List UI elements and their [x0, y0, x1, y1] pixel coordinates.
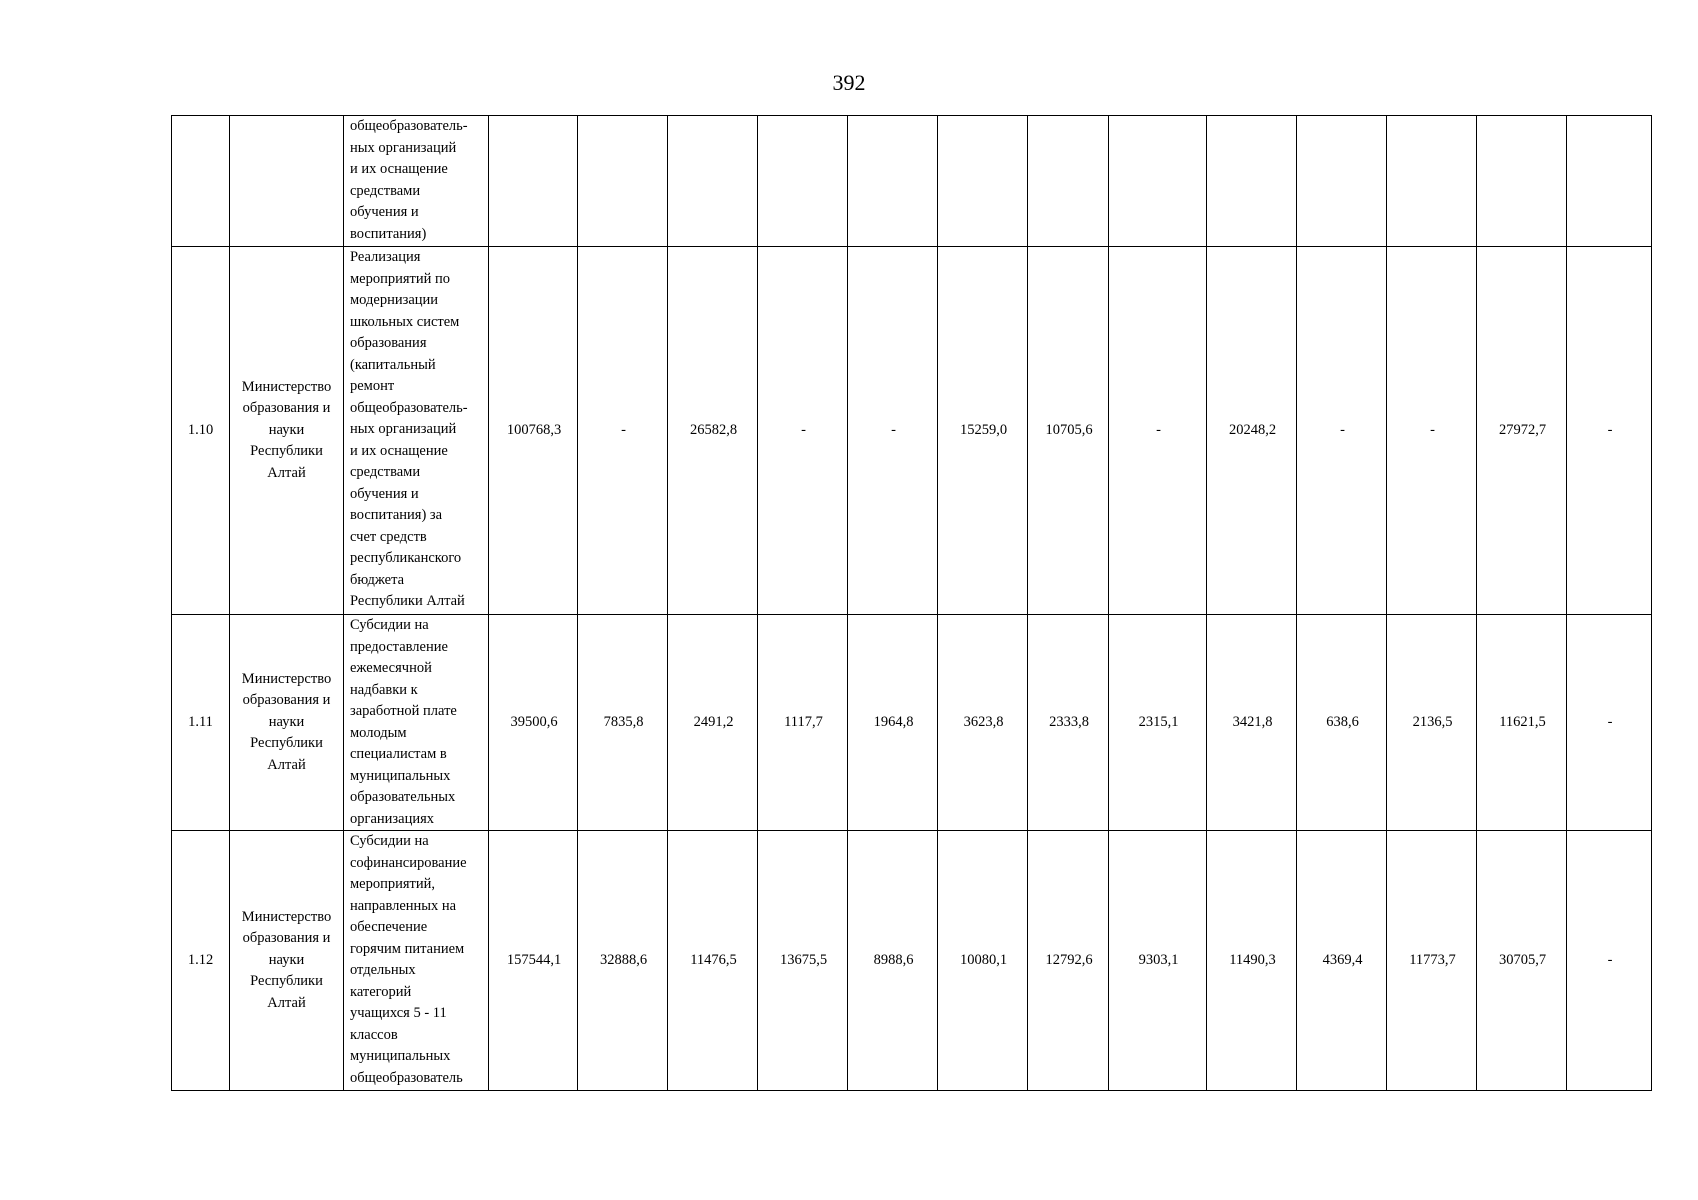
value-cell: 32888,6 — [578, 831, 668, 1091]
value-cell: - — [1567, 247, 1652, 615]
value-cell: 30705,7 — [1477, 831, 1567, 1091]
responsible-org — [230, 116, 344, 247]
value-cell: 12792,6 — [1028, 831, 1109, 1091]
value-cell: 11773,7 — [1387, 831, 1477, 1091]
value-cell: 638,6 — [1297, 615, 1387, 831]
value-cell — [1297, 116, 1387, 247]
value-cell — [578, 116, 668, 247]
value-cell: 3623,8 — [938, 615, 1028, 831]
value-cell — [1207, 116, 1297, 247]
measure-description: Субсидии на предоставление ежемесячной надбавки к заработной плате молодым специалистам в муниципальных образовательных организациях — [344, 615, 489, 831]
value-cell: 1964,8 — [848, 615, 938, 831]
value-cell: 9303,1 — [1109, 831, 1207, 1091]
measure-description: Реализация мероприятий по модернизации школьных систем образования (капитальный ремонт общеобразователь- ных организаций и их оснащение средствами обучения и воспитания) за счет средств республиканского бюджета Республики Алтай — [344, 247, 489, 615]
value-cell — [848, 116, 938, 247]
value-cell: 39500,6 — [489, 615, 578, 831]
value-cell: 20248,2 — [1207, 247, 1297, 615]
value-cell: 27972,7 — [1477, 247, 1567, 615]
table-row — [172, 116, 1652, 247]
value-cell: - — [758, 247, 848, 615]
value-cell: 2333,8 — [1028, 615, 1109, 831]
value-cell: 11621,5 — [1477, 615, 1567, 831]
value-cell: 100768,3 — [489, 247, 578, 615]
value-cell — [489, 116, 578, 247]
table-row — [172, 831, 1652, 1091]
value-cell — [668, 116, 758, 247]
value-cell: 15259,0 — [938, 247, 1028, 615]
value-cell — [1387, 116, 1477, 247]
measure-description: Субсидии на софинансирование мероприятий, направленных на обеспечение горячим питанием отдельных категорий учащихся 5 - 11 классов муниципальных общеобразователь — [344, 831, 489, 1091]
value-cell: 1117,7 — [758, 615, 848, 831]
value-cell — [1567, 116, 1652, 247]
value-cell: 11476,5 — [668, 831, 758, 1091]
value-cell: 7835,8 — [578, 615, 668, 831]
value-cell: 2315,1 — [1109, 615, 1207, 831]
measure-description: общеобразователь- ных организаций и их оснащение средствами обучения и воспитания) — [344, 116, 489, 247]
value-cell: - — [1109, 247, 1207, 615]
responsible-org: Министерство образования и науки Республики Алтай — [230, 615, 344, 831]
value-cell: 2136,5 — [1387, 615, 1477, 831]
value-cell — [758, 116, 848, 247]
value-cell: 10705,6 — [1028, 247, 1109, 615]
value-cell: 26582,8 — [668, 247, 758, 615]
value-cell — [1477, 116, 1567, 247]
value-cell: 10080,1 — [938, 831, 1028, 1091]
table-row — [172, 615, 1652, 831]
value-cell: - — [1567, 831, 1652, 1091]
value-cell: 11490,3 — [1207, 831, 1297, 1091]
value-cell: - — [1567, 615, 1652, 831]
value-cell: 2491,2 — [668, 615, 758, 831]
page-number: 392 — [832, 70, 866, 95]
table-row — [172, 247, 1652, 615]
responsible-org: Министерство образования и науки Республики Алтай — [230, 831, 344, 1091]
value-cell: - — [848, 247, 938, 615]
row-number: 1.11 — [172, 615, 230, 831]
value-cell — [1028, 116, 1109, 247]
responsible-org: Министерство образования и науки Республики Алтай — [230, 247, 344, 615]
value-cell: 13675,5 — [758, 831, 848, 1091]
row-number: 1.10 — [172, 247, 230, 615]
value-cell: 3421,8 — [1207, 615, 1297, 831]
value-cell: - — [1297, 247, 1387, 615]
budget-table — [171, 115, 1652, 1091]
value-cell: - — [1387, 247, 1477, 615]
value-cell — [1109, 116, 1207, 247]
value-cell: 4369,4 — [1297, 831, 1387, 1091]
value-cell: 157544,1 — [489, 831, 578, 1091]
value-cell: 8988,6 — [848, 831, 938, 1091]
value-cell — [938, 116, 1028, 247]
row-number: 1.12 — [172, 831, 230, 1091]
row-number — [172, 116, 230, 247]
value-cell: - — [578, 247, 668, 615]
